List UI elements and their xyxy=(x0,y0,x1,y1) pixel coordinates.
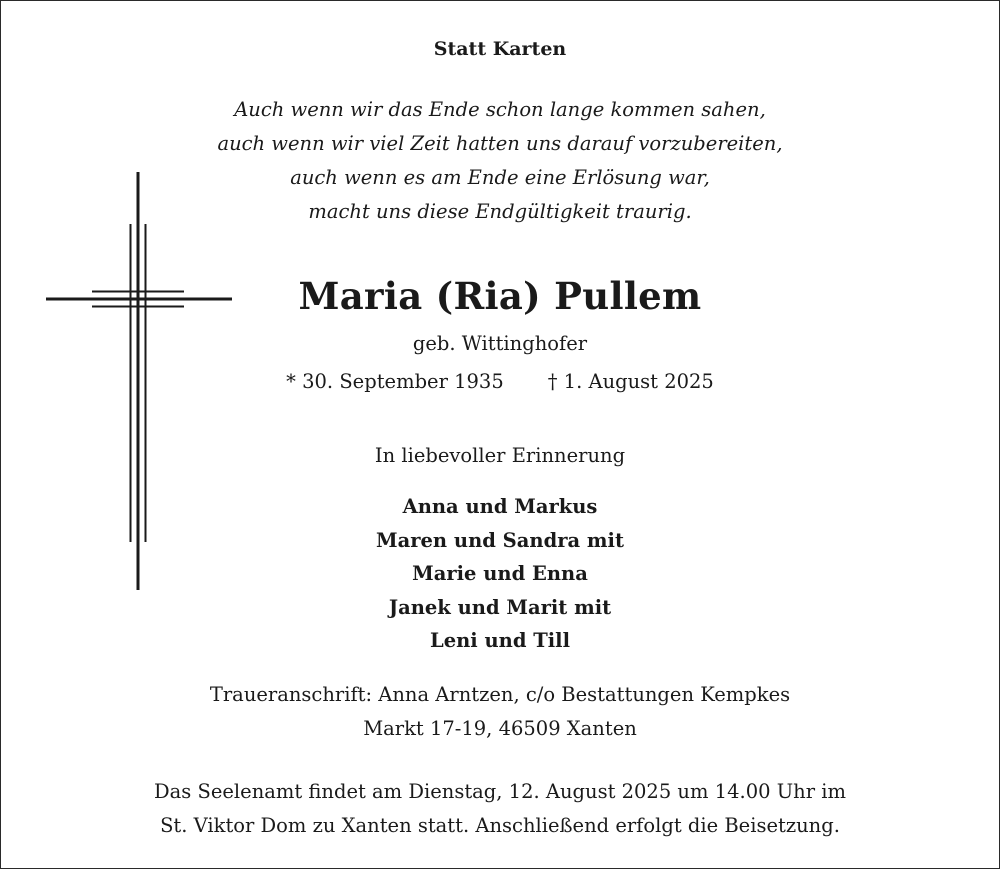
mourning-address xyxy=(0,678,1000,746)
notice-heading: Statt Karten xyxy=(433,38,567,60)
poem-line: macht uns diese Endgültigkeit traurig. xyxy=(308,200,692,223)
death-date: † 1. August 2025 xyxy=(547,370,714,393)
service-info xyxy=(0,775,1000,843)
birth-date: * 30. September 1935 xyxy=(286,370,504,393)
address-line: Markt 17-19, 46509 Xanten xyxy=(363,717,637,740)
service-line: Das Seelenamt findet am Dienstag, 12. August 2025 um 14.00 Uhr im xyxy=(154,780,846,803)
poem xyxy=(0,93,1000,229)
poem-line: auch wenn es am Ende eine Erlösung war, xyxy=(290,166,710,189)
memory-line: In liebevoller Erinnerung xyxy=(374,444,626,467)
poem-line: auch wenn wir viel Zeit hatten uns darauf vorzubereiten, xyxy=(217,132,783,155)
mourner-line: Leni und Till xyxy=(429,629,570,652)
mourner-line: Anna und Markus xyxy=(402,495,598,518)
life-dates xyxy=(0,370,1000,393)
deceased-name: Maria (Ria) Pullem xyxy=(298,274,702,318)
address-line: Traueranschrift: Anna Arntzen, c/o Bestattungen Kempkes xyxy=(209,683,791,706)
mourner-line: Janek und Marit mit xyxy=(388,595,612,619)
mourner-line: Maren und Sandra mit xyxy=(376,528,624,552)
birth-name: geb. Wittinghofer xyxy=(412,332,588,355)
service-line: St. Viktor Dom zu Xanten statt. Anschließend erfolgt die Beisetzung. xyxy=(160,814,840,837)
mourner-line: Marie und Enna xyxy=(412,562,588,585)
poem-line: Auch wenn wir das Ende schon lange kommen sahen, xyxy=(234,98,766,121)
mourners-list xyxy=(0,490,1000,658)
